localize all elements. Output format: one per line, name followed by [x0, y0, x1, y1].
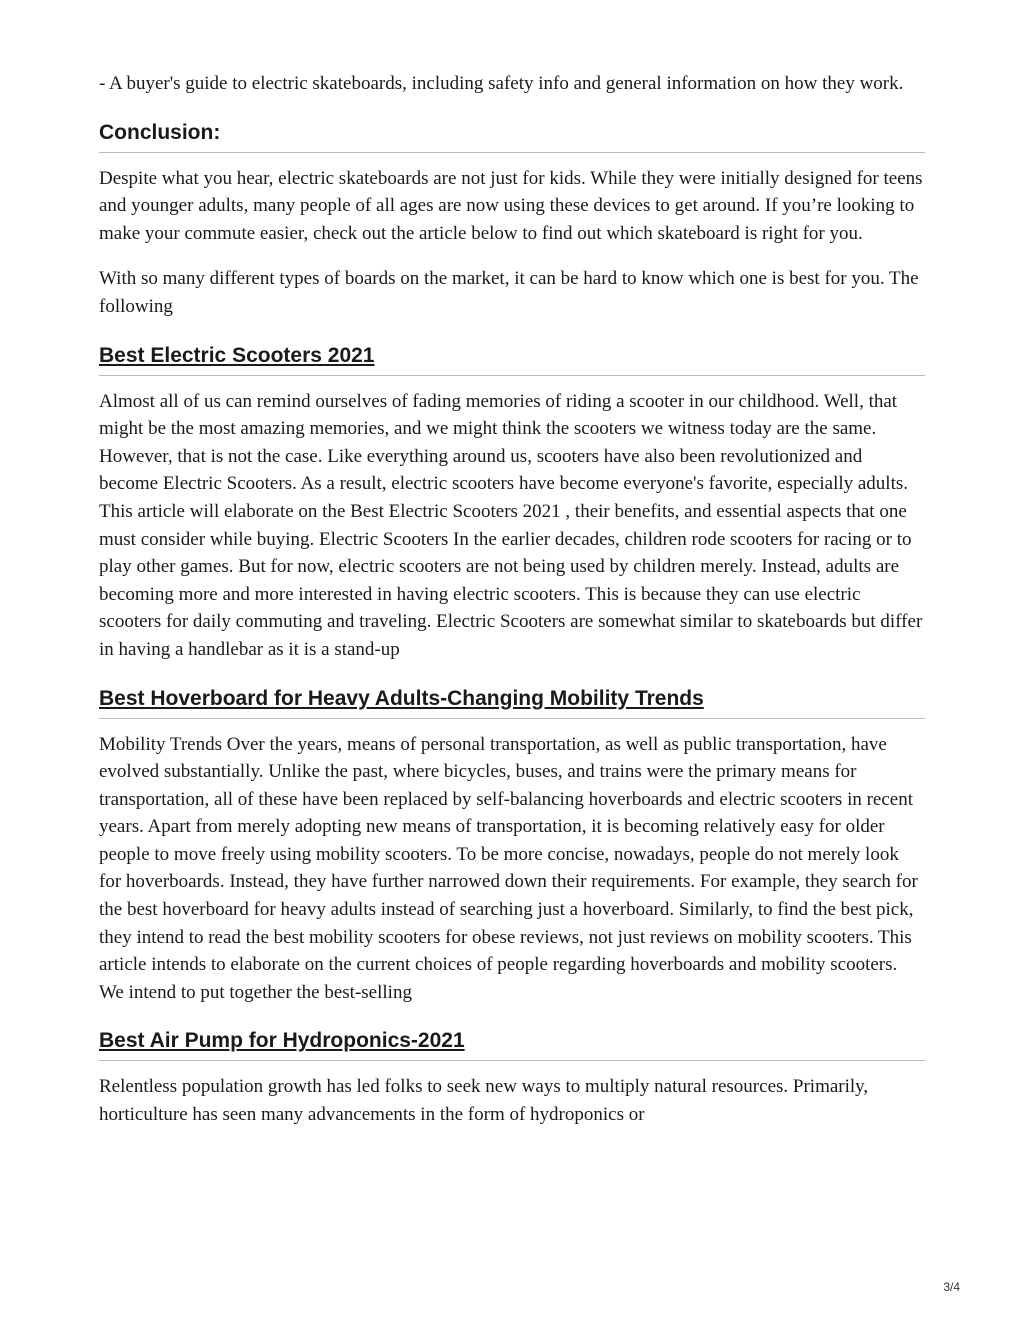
- article-heading-hoverboard: [99, 686, 925, 719]
- conclusion-paragraph-1: Despite what you hear, electric skateboards are not just for kids. While they were initially designed for teens and younger adults, many people of all ages are now using these devices to get around. If you’re looking to make your commute easier, check out the article below to find out which skateboard is right for you.: [99, 167, 923, 244]
- conclusion-heading: Conclusion:: [99, 120, 925, 153]
- intro-paragraph: - A buyer's guide to electric skateboards, including safety info and general information on how they work.: [99, 73, 904, 94]
- page-number: 3/4: [943, 1280, 960, 1294]
- document-page: [99, 70, 925, 1147]
- article-link-hoverboard[interactable]: Best Hoverboard for Heavy Adults-Changing Mobility Trends: [99, 686, 704, 710]
- article-heading-electric-scooters: [99, 343, 925, 376]
- article-body-hoverboard: Mobility Trends Over the years, means of personal transportation, as well as public transportation, have evolved substantially. Unlike the past, where bicycles, buses, and trains were the primary means for transportation, all of these have been replaced by self-balancing hoverboards and electric scooters in recent years. Apart from merely adopting new means of transportation, it is becoming relatively easy for older people to move freely using mobility scooters. To be more concise, nowadays, people do not merely look for hoverboards. Instead, they have further narrowed down their requirements. For example, they search for the best hoverboard for heavy adults instead of searching just a hoverboard. Similarly, to find the best pick, they intend to read the best mobility scooters for obese reviews, not just reviews on mobility scooters. This article intends to elaborate on the current choices of people regarding hoverboards and mobility scooters. We intend to put together the best-selling: [99, 733, 918, 1003]
- article-heading-air-pump: [99, 1028, 925, 1061]
- article-link-air-pump[interactable]: Best Air Pump for Hydroponics-2021: [99, 1029, 465, 1053]
- conclusion-paragraph-2: With so many different types of boards on the market, it can be hard to know which one is best for you. The following: [99, 268, 919, 317]
- article-link-electric-scooters[interactable]: Best Electric Scooters 2021: [99, 343, 375, 367]
- article-body-electric-scooters: Almost all of us can remind ourselves of fading memories of riding a scooter in our childhood. Well, that might be the most amazing memories, and we might think the scooters we witness today are the same. However, that is not the case. Like everything around us, scooters have also been revolutionized and become Electric Scooters. As a result, electric scooters have become everyone's favorite, especially adults. This article will elaborate on the Best Electric Scooters 2021 , their benefits, and essential aspects that one must consider while buying. Electric Scooters In the earlier decades, children rode scooters for racing or to play other games. But for now, electric scooters are not being used by children merely. Instead, adults are becoming more and more interested in having electric scooters. This is because they can use electric scooters for daily commuting and traveling. Electric Scooters are somewhat similar to skateboards but differ in having a handlebar as it is a stand-up: [99, 390, 923, 660]
- article-body-air-pump: Relentless population growth has led folks to seek new ways to multiply natural resources. Primarily, horticulture has seen many advancements in the form of hydroponics or: [99, 1076, 869, 1126]
